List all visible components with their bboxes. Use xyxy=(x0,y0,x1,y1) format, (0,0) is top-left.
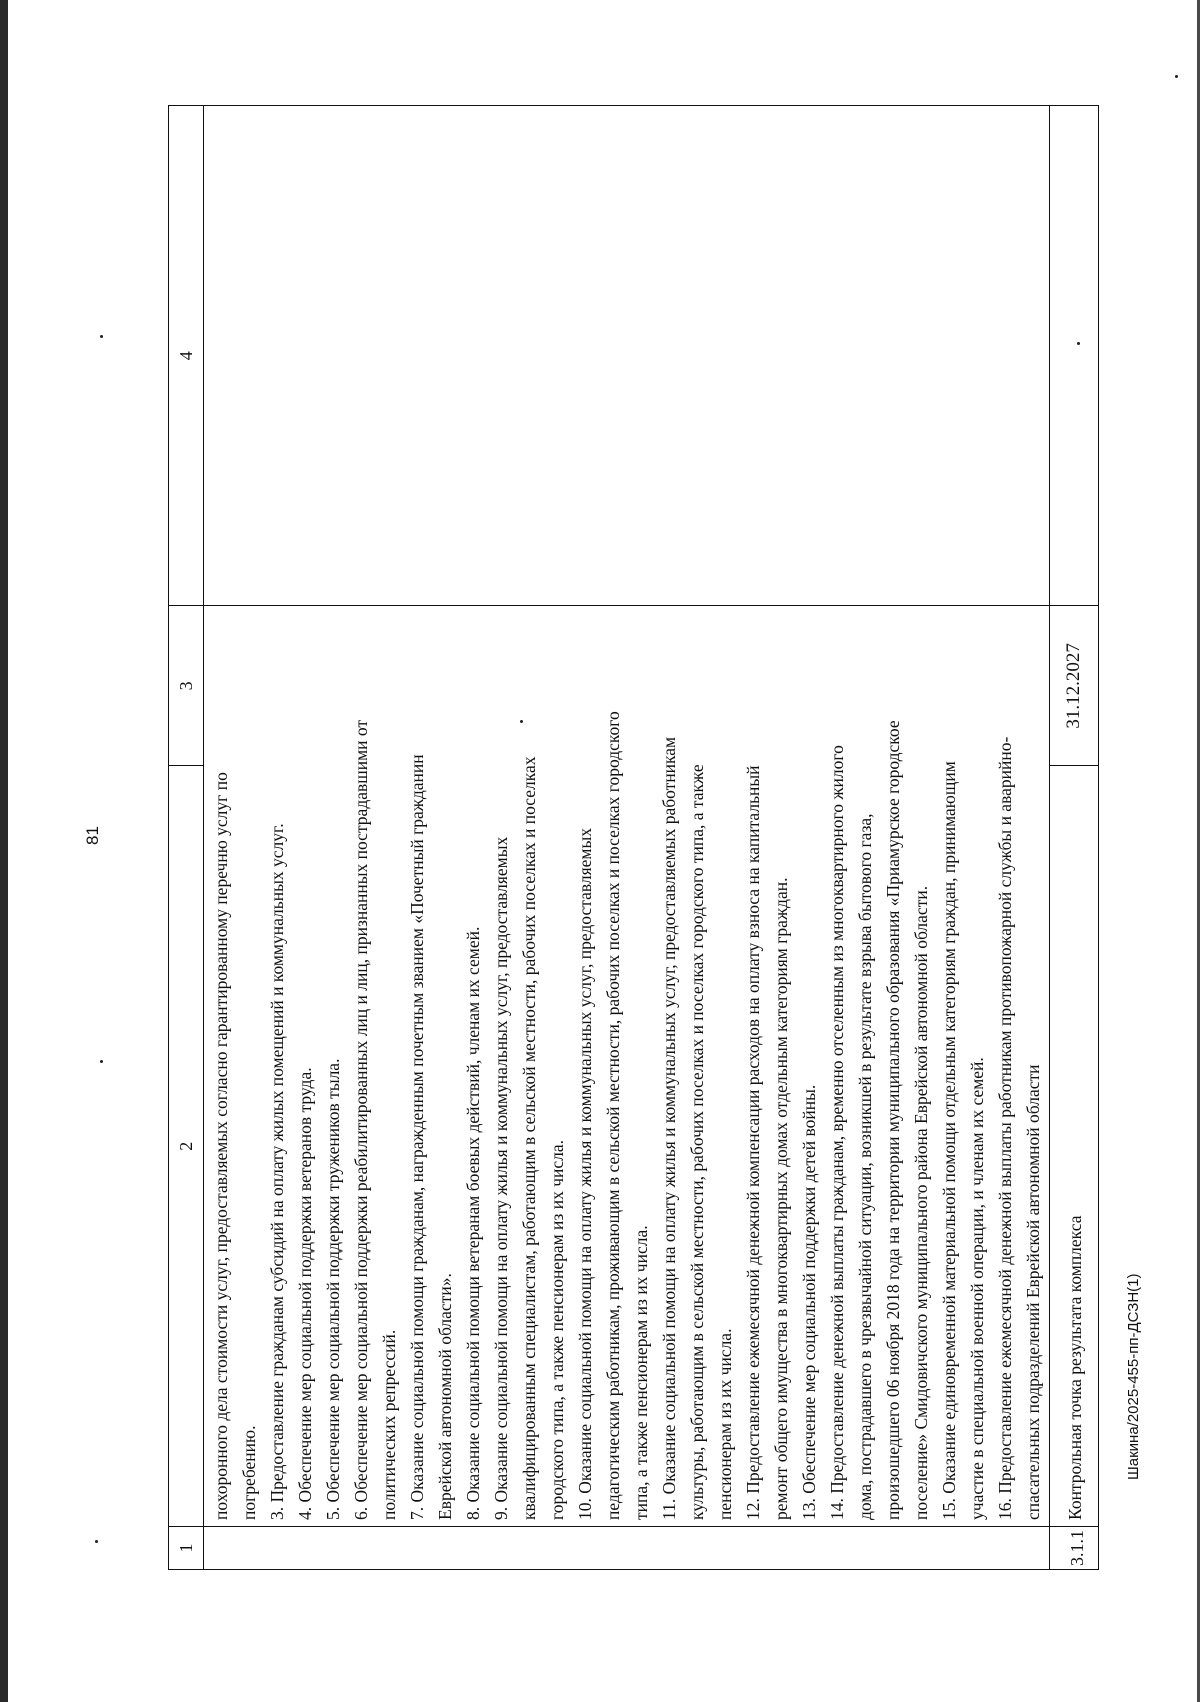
measure-line: культуры, работающим в сельской местности, рабочих поселках и поселках городского типа, а также xyxy=(687,764,707,1520)
measure-line: 16. Предоставление ежемесячной денежной выплаты работникам противопожарной службы и аварийно- xyxy=(995,736,1015,1520)
measure-line: произошедшего 06 ноября 2018 года на территории муниципального образования «Приамурское городское xyxy=(883,720,903,1520)
measure-line: 5. Обеспечение мер социальной поддержки тружеников тыла. xyxy=(323,1058,343,1520)
measure-line: педагогическим работникам, проживающим в сельской местности, рабочих поселках и поселках городского xyxy=(603,711,623,1520)
measure-line: погребению. xyxy=(239,1425,259,1520)
header-row xyxy=(169,106,204,1570)
measure-line: пенсионерам из их числа. xyxy=(715,1328,735,1520)
control-point-name: Контрольная точка результата комплекса xyxy=(1050,766,1099,1527)
header-col-1: 1 xyxy=(169,1526,204,1569)
measure-line: городского типа, а также пенсионерам из их числа. xyxy=(547,1139,567,1520)
measure-line: участие в специальной военной операции, и членам их семей. xyxy=(967,1057,987,1520)
page-number: 81 xyxy=(83,826,102,845)
measure-line: 11. Оказание социальной помощи на оплату жилья и коммунальных услуг, предоставляемых работникам xyxy=(659,736,679,1520)
control-point-note xyxy=(1050,106,1099,606)
scan-speck xyxy=(100,1060,103,1063)
control-point-date: 31.12.2027 xyxy=(1050,606,1099,766)
measure-line: ремонт общего имущества в многоквартирных домах отдельным категориям граждан. xyxy=(771,877,791,1520)
measure-line: 6. Обеспечение мер социальной поддержки реабилитированных лиц и лиц, признанных пострадавшими от xyxy=(351,719,371,1520)
document-table xyxy=(168,105,1099,1570)
scan-left-edge xyxy=(0,0,8,1702)
content-row xyxy=(204,106,1050,1570)
measure-line: 13. Обеспечение мер социальной поддержки детей войны. xyxy=(799,1084,819,1520)
measure-line: политических репрессий. xyxy=(379,1329,399,1520)
control-point-code: 3.1.1 xyxy=(1050,1526,1099,1569)
scan-speck xyxy=(100,335,103,338)
measure-line: 4. Обеспечение мер социальной поддержки ветеранов труда. xyxy=(295,1067,315,1520)
content-note-cell xyxy=(204,106,1050,606)
measure-line: поселение» Смидовичского муниципального района Еврейской автономной области. xyxy=(911,885,931,1520)
scan-speck xyxy=(95,1540,98,1543)
measure-line: 9. Оказание социальной помощи на оплату жилья и коммунальных услуг, предоставляемых xyxy=(491,836,511,1520)
content-code-cell xyxy=(204,1526,1050,1569)
rotated-table-sheet xyxy=(168,105,1087,1570)
measure-line: 8. Оказание социальной помощи ветеранам боевых действий, членам их семей. xyxy=(463,926,483,1520)
measure-line: Еврейской автономной области». xyxy=(435,1273,455,1520)
measure-line: 12. Предоставление ежемесячной денежной компенсации расходов на оплату взноса на капитальный xyxy=(743,765,763,1520)
measure-line: 7. Оказание социальной помощи гражданам, награжденным почетным званием «Почетный гражданин xyxy=(407,754,427,1520)
header-col-4: 4 xyxy=(169,106,204,606)
measure-line: дома, пострадавшего в чрезвычайной ситуации, возникшей в результате взрыва бытового газа, xyxy=(855,813,875,1520)
measure-line: похоронного дела стоимости услуг, предоставляемых согласно гарантированному перечню услуг по xyxy=(211,772,231,1520)
control-point-row xyxy=(1050,106,1099,1570)
header-col-2: 2 xyxy=(169,766,204,1527)
measure-line: 10. Оказание социальной помощи на оплату жилья и коммунальных услуг, предоставляемых xyxy=(575,827,595,1520)
measure-line: квалифицированным специалистам, работающим в сельской местности, рабочих поселках и поселках xyxy=(519,756,539,1520)
measure-line: 14. Предоставление денежной выплаты гражданам, временно отселенным из многоквартирного жилого xyxy=(827,745,847,1520)
header-col-3: 3 xyxy=(169,606,204,766)
document-code: Шакина/2025-455-пп-ДСЗН(1) xyxy=(1125,1273,1142,1480)
scan-speck xyxy=(1175,75,1178,78)
measure-line: типа, а также пенсионерам из их числа. xyxy=(631,1225,651,1520)
measure-line: спасательных подразделений Еврейской автономной области xyxy=(1023,1064,1043,1520)
measure-line: 15. Оказание единовременной материальной помощи отдельным категориям граждан, принимающим xyxy=(939,761,959,1520)
measure-list xyxy=(204,606,1049,1526)
measure-line: 3. Предоставление гражданам субсидий на оплату жилых помещений и коммунальных услуг. xyxy=(267,823,287,1520)
content-text-cell xyxy=(204,606,1050,1527)
